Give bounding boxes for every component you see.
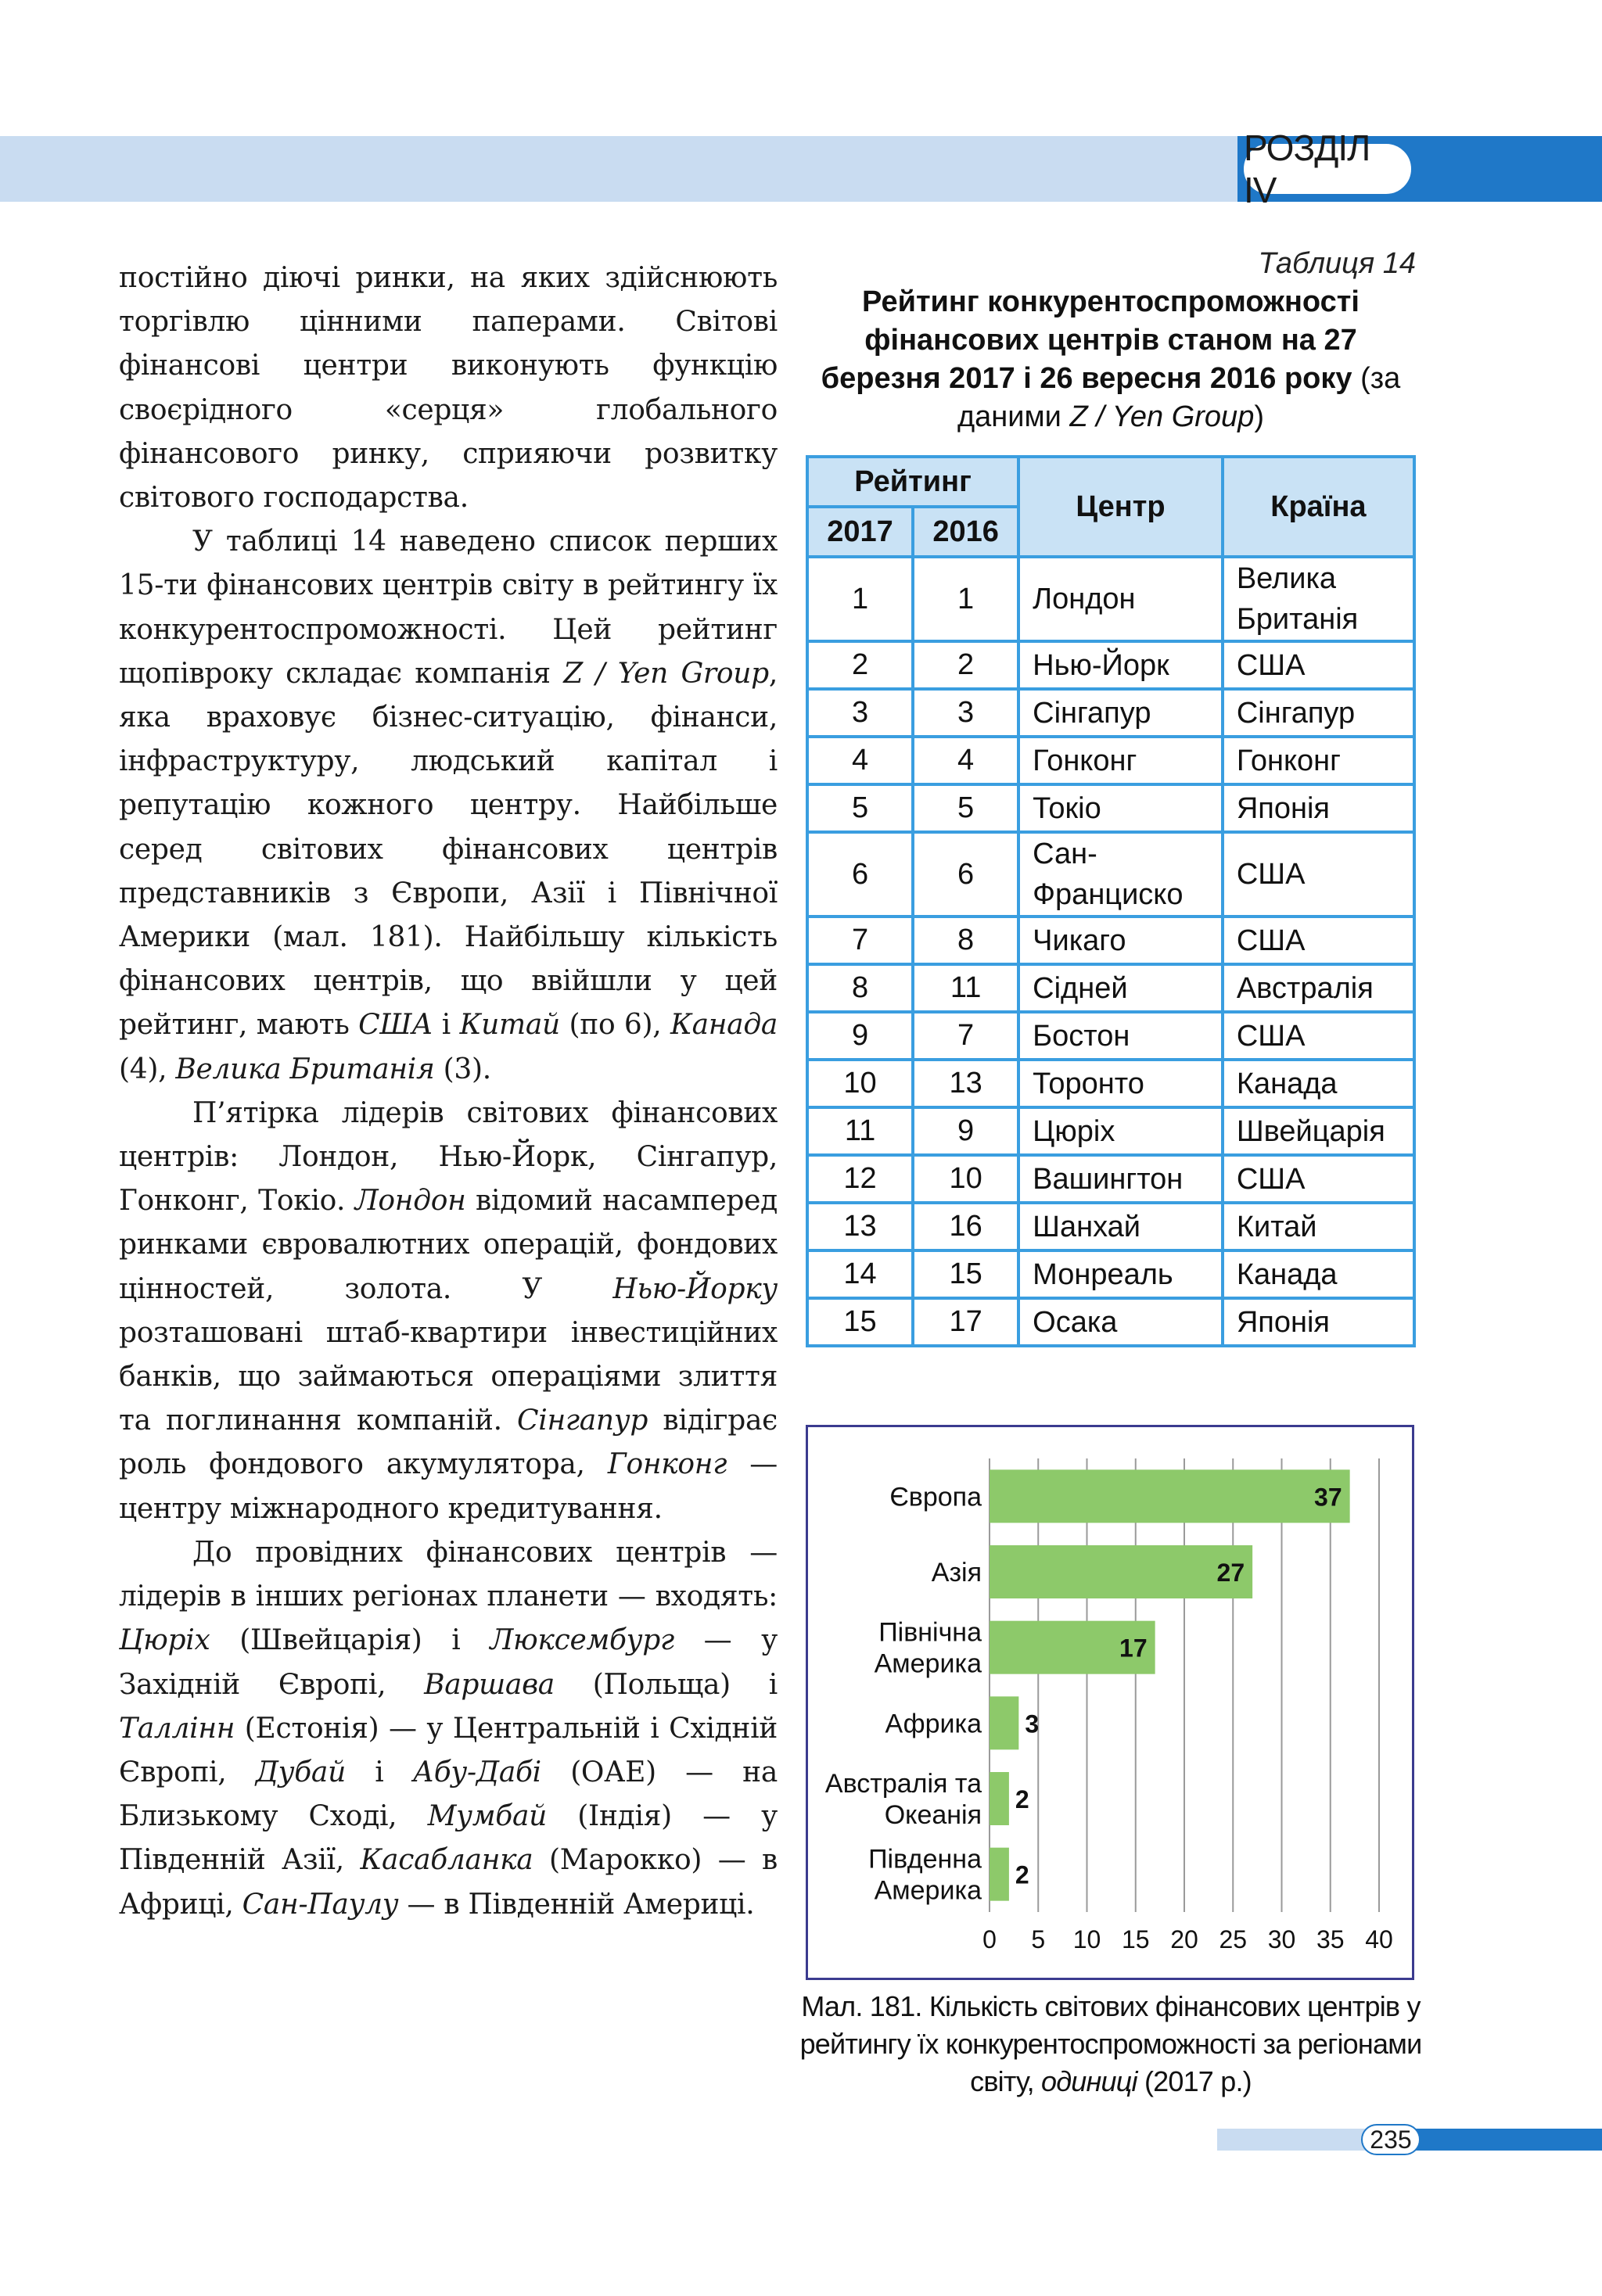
table-row — [807, 689, 1414, 737]
data-label: 27 — [1216, 1559, 1245, 1587]
category-label-line: Африка — [885, 1709, 982, 1739]
cell-rank-2016: 7 — [913, 1012, 1018, 1060]
italic-term: Китай — [459, 1009, 560, 1042]
cell-country: США — [1223, 1012, 1414, 1060]
cell-center: Цюріх — [1018, 1107, 1223, 1155]
table-row — [807, 1203, 1414, 1250]
text-run: — в Південній Америці. — [398, 1888, 755, 1921]
text-run: і — [345, 1756, 413, 1788]
table-row — [807, 1060, 1414, 1107]
cell-rank-2017: 8 — [807, 964, 913, 1012]
x-tick-label: 10 — [1072, 1925, 1101, 1953]
category-label-line: Азія — [931, 1558, 982, 1587]
cell-rank-2017: 5 — [807, 784, 913, 832]
text-run: (Марокко) — в Африці, — [119, 1844, 778, 1921]
italic-term: Абу-Дабі — [412, 1756, 541, 1788]
cell-rank-2016: 13 — [913, 1060, 1018, 1107]
cell-rank-2016: 6 — [913, 832, 1018, 917]
cell-rank-2017: 7 — [807, 917, 913, 964]
cell-center: Нью-Йорк — [1018, 641, 1223, 689]
cell-rank-2016: 4 — [913, 737, 1018, 784]
paragraph-4 — [119, 1531, 778, 1927]
chart-frame — [806, 1425, 1414, 1980]
cell-center: Лондон — [1018, 557, 1223, 641]
table-row — [807, 1107, 1414, 1155]
bar — [990, 1469, 1350, 1523]
cell-rank-2016: 10 — [913, 1155, 1018, 1203]
bar — [990, 1545, 1252, 1598]
italic-term: США — [358, 1009, 433, 1042]
table-row — [807, 1250, 1414, 1298]
cell-country: Японія — [1223, 784, 1414, 832]
table-row — [807, 964, 1414, 1012]
category-label — [868, 1845, 982, 1906]
cell-center: Вашингтон — [1018, 1155, 1223, 1203]
cell-country: США — [1223, 917, 1414, 964]
text-run: У таблиці 14 наведено список перших 15-ти фінансових центрів світу в рейтингу їх конкурентоспроможності. Цей рейтинг щопівроку складає компанія — [119, 526, 778, 690]
italic-term: Варшава — [424, 1668, 555, 1701]
cell-rank-2016: 2 — [913, 641, 1018, 689]
italic-term: Касабланка — [360, 1844, 533, 1877]
figure-caption-text: Мал. 181. Кількість світових фінансових центрів у рейтингу їх конкурентоспроможності за регіонами світу, — [799, 1990, 1422, 2097]
table-row — [807, 832, 1414, 917]
x-tick-label: 15 — [1121, 1925, 1150, 1953]
x-tick-label: 35 — [1316, 1925, 1345, 1953]
figure-caption-italic: одиниці — [1040, 2065, 1137, 2097]
text-run: , яка враховує бізнес-ситуацію, фінанси, інфраструктуру, людський капітал і репутацію кожного центру. Найбільше серед світових фінансових центрів представників з Європи, Азії і Північної Америки (мал. 181). Найбільшу кількість фінансових центрів, що ввійшли у цей рейтинг, мають — [119, 657, 778, 1042]
cell-country: Швейцарія — [1223, 1107, 1414, 1155]
table-row — [807, 1155, 1414, 1203]
figure-caption-end: (2017 р.) — [1137, 2065, 1252, 2097]
text-run: відомий насамперед ринками євровалютних операцій, фондових цінностей, золота. У — [119, 1185, 778, 1305]
text-run: (Польща) і — [554, 1668, 778, 1701]
cell-country: Гонконг — [1223, 737, 1414, 784]
cell-rank-2016: 9 — [913, 1107, 1018, 1155]
cell-rank-2016: 3 — [913, 689, 1018, 737]
category-label — [885, 1709, 982, 1738]
cell-rank-2017: 2 — [807, 641, 913, 689]
cell-rank-2017: 15 — [807, 1298, 913, 1346]
italic-term: Мумбай — [427, 1800, 548, 1833]
cell-rank-2016: 17 — [913, 1298, 1018, 1346]
text-run: (Індія) — у Південній Азії, — [119, 1800, 778, 1877]
category-label-line: Європа — [889, 1482, 982, 1512]
category-label-line: Південна — [868, 1844, 982, 1874]
paragraph-3 — [119, 1092, 778, 1531]
text-run: (Естонія) — у Центральній і Східній Європі, — [119, 1712, 778, 1788]
cell-center: Торонто — [1018, 1060, 1223, 1107]
cell-center: Бостон — [1018, 1012, 1223, 1060]
table-body — [807, 557, 1414, 1346]
cell-rank-2017: 3 — [807, 689, 913, 737]
text-run: — у Західній Європі, — [119, 1624, 778, 1701]
italic-term: Велика Британія — [175, 1053, 435, 1085]
text-run: (ОАЕ) — на Близькому Сході, — [119, 1756, 778, 1833]
cell-country: Австралія — [1223, 964, 1414, 1012]
cell-center: Чикаго — [1018, 917, 1223, 964]
cell-rank-2017: 14 — [807, 1250, 913, 1298]
cell-rank-2016: 16 — [913, 1203, 1018, 1250]
th-country: Країна — [1223, 457, 1414, 557]
cell-country: Велика Британія — [1223, 557, 1414, 641]
body-text — [119, 257, 778, 1927]
text-run: відіграє роль фондового акумулятора, — [119, 1405, 778, 1481]
x-tick-label: 20 — [1170, 1925, 1198, 1953]
cell-center: Сан-Франциско — [1018, 832, 1223, 917]
italic-term: Нью-Йорку — [612, 1272, 778, 1305]
cell-country: Канада — [1223, 1250, 1414, 1298]
text-run: розташовані штаб-квартири інвестиційних банків, що займаються операціями злиття та поглинання компаній. — [119, 1316, 778, 1437]
cell-center: Токіо — [1018, 784, 1223, 832]
cell-rank-2017: 12 — [807, 1155, 913, 1203]
x-tick-label: 25 — [1219, 1925, 1248, 1953]
table-row — [807, 1298, 1414, 1346]
section-label: РОЗДІЛ IV — [1242, 142, 1413, 196]
x-tick-label: 30 — [1267, 1925, 1296, 1953]
data-label: 3 — [1025, 1709, 1040, 1738]
table-row — [807, 917, 1414, 964]
category-label-line: Океанія — [884, 1800, 982, 1830]
table-title-bold: Рейтинг конкурентоспроможності фінансових центрів станом на 27 березня 2017 і 26 вересня 2016 року — [821, 285, 1360, 395]
category-label — [932, 1558, 982, 1587]
text-run: і — [433, 1009, 460, 1042]
cell-country: США — [1223, 641, 1414, 689]
data-label: 17 — [1119, 1634, 1148, 1663]
bar — [990, 1696, 1018, 1749]
category-label-line: Австралія та — [824, 1769, 982, 1799]
cell-rank-2017: 11 — [807, 1107, 913, 1155]
cell-country: Сінгапур — [1223, 689, 1414, 737]
data-label: 2 — [1015, 1860, 1029, 1889]
italic-term: Сан-Паулу — [242, 1888, 399, 1921]
italic-term: Таллінн — [119, 1712, 235, 1745]
cell-rank-2017: 4 — [807, 737, 913, 784]
italic-term: Цюріх — [119, 1624, 210, 1657]
italic-term: Гонконг — [607, 1448, 727, 1481]
text-run: (по 6), — [559, 1009, 671, 1042]
th-2017: 2017 — [807, 507, 913, 557]
th-rating: Рейтинг — [807, 457, 1018, 507]
th-2016: 2016 — [913, 507, 1018, 557]
italic-term: Z / Yen Group — [563, 657, 769, 690]
cell-center: Гонконг — [1018, 737, 1223, 784]
footer-badge — [1391, 2129, 1602, 2151]
cell-country: США — [1223, 832, 1414, 917]
italic-term: Дубай — [255, 1756, 346, 1788]
bar — [990, 1772, 1009, 1825]
table-row — [807, 1012, 1414, 1060]
cell-center: Монреаль — [1018, 1250, 1223, 1298]
text-run: постійно діючі ринки, на яких здійснюють торгівлю цінними паперами. Світові фінансові центри виконують функцію своєрідного «серця» глобального фінансового ринку, сприяючи розвитку світового господарства. — [119, 262, 778, 515]
text-run: (4), — [119, 1053, 176, 1085]
cell-center: Осака — [1018, 1298, 1223, 1346]
x-tick-label: 5 — [1031, 1925, 1046, 1953]
table-row — [807, 784, 1414, 832]
text-run: П’ятірка лідерів світових фінансових центрів: Лондон, Нью-Йорк, Сінгапур, Гонконг, Токіо. — [119, 1096, 778, 1218]
category-label-line: Америка — [874, 1875, 982, 1906]
cell-rank-2017: 9 — [807, 1012, 913, 1060]
table-title-end: ) — [1254, 400, 1264, 433]
category-label — [889, 1482, 982, 1512]
paragraph-2 — [119, 520, 778, 1092]
italic-term: Лондон — [354, 1185, 466, 1218]
cell-rank-2017: 10 — [807, 1060, 913, 1107]
bar — [990, 1848, 1009, 1901]
x-tick-label: 0 — [982, 1925, 997, 1953]
cell-country: Китай — [1223, 1203, 1414, 1250]
table-row — [807, 557, 1414, 641]
text-run: — центру міжнародного кредитування. — [119, 1448, 778, 1525]
cell-rank-2016: 11 — [913, 964, 1018, 1012]
paragraph-1 — [119, 257, 778, 520]
cell-rank-2016: 15 — [913, 1250, 1018, 1298]
cell-center: Сінгапур — [1018, 689, 1223, 737]
th-center: Центр — [1018, 457, 1223, 557]
cell-center: Шанхай — [1018, 1203, 1223, 1250]
category-label-line: Америка — [874, 1648, 982, 1679]
cell-rank-2016: 5 — [913, 784, 1018, 832]
cell-rank-2016: 8 — [913, 917, 1018, 964]
italic-term: Люксембург — [490, 1624, 674, 1657]
cell-rank-2017: 13 — [807, 1203, 913, 1250]
cell-country: Канада — [1223, 1060, 1414, 1107]
text-run: До провідних фінансових центрів — лідерів в інших регіонах планети — входять: — [119, 1536, 778, 1613]
table-title-italic: Z / Yen Group — [1069, 400, 1255, 433]
table-title-normal: (за даними — [957, 362, 1401, 433]
cell-rank-2017: 1 — [807, 557, 913, 641]
cell-center: Сідней — [1018, 964, 1223, 1012]
figure-caption — [790, 1988, 1431, 2100]
table-title — [806, 283, 1416, 436]
cell-rank-2017: 6 — [807, 832, 913, 917]
category-label-line: Північна — [878, 1617, 982, 1648]
italic-term: Сінгапур — [516, 1405, 648, 1437]
category-label — [825, 1769, 982, 1830]
cell-country: Японія — [1223, 1298, 1414, 1346]
rating-table — [806, 455, 1416, 1347]
x-tick-label: 40 — [1365, 1925, 1393, 1953]
cell-rank-2016: 1 — [913, 557, 1018, 641]
cell-country: США — [1223, 1155, 1414, 1203]
data-label: 2 — [1015, 1785, 1029, 1813]
data-label: 37 — [1314, 1483, 1342, 1512]
text-run: (Швейцарія) і — [210, 1624, 490, 1657]
table-row — [807, 737, 1414, 784]
table-row — [807, 641, 1414, 689]
table-caption: Таблиця 14 — [1258, 247, 1416, 280]
italic-term: Канада — [670, 1009, 778, 1042]
page-number: 235 — [1361, 2124, 1421, 2155]
category-label — [875, 1618, 982, 1679]
text-run: (3). — [434, 1053, 491, 1085]
bar-chart — [808, 1427, 1412, 1978]
